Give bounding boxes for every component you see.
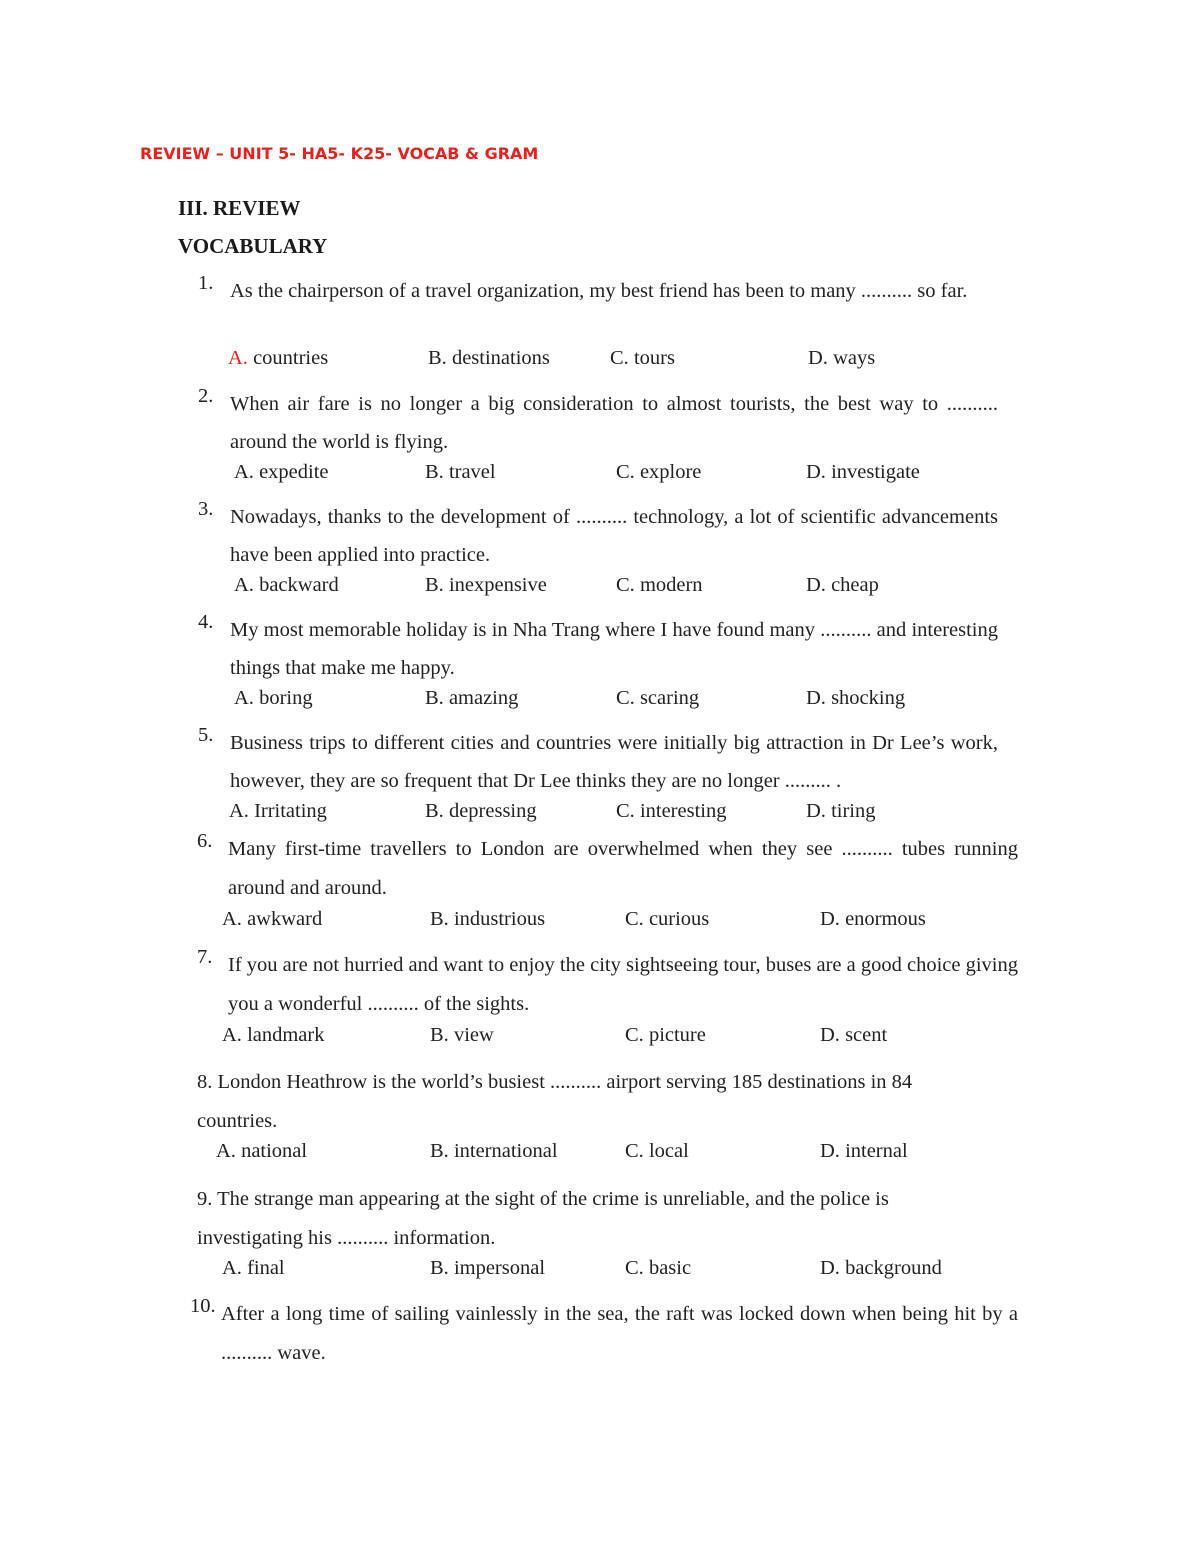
option-b xyxy=(430,1140,558,1163)
option-text: industrious xyxy=(448,908,546,930)
question-number: 6. xyxy=(197,830,213,852)
option-b xyxy=(425,687,518,710)
option-c xyxy=(616,800,726,823)
option-letter: A. xyxy=(234,574,254,596)
option-a xyxy=(222,1024,324,1047)
question-text xyxy=(197,1180,967,1258)
option-letter: C. xyxy=(610,347,629,369)
option-letter: B. xyxy=(425,574,444,596)
option-text: travel xyxy=(443,461,496,483)
option-text: national xyxy=(235,1140,308,1162)
option-a xyxy=(216,1140,307,1163)
option-text: modern xyxy=(634,574,703,596)
option-text: expedite xyxy=(253,461,329,483)
option-c xyxy=(625,1140,689,1163)
question-number: 3. xyxy=(198,498,214,520)
option-text: tours xyxy=(628,347,675,369)
option-a xyxy=(229,800,327,823)
option-letter: A. xyxy=(216,1140,236,1162)
question-text: When air fare is no longer a big consideration to almost tourists, the best way to .......... around the world is flying. xyxy=(230,393,998,453)
option-text: view xyxy=(448,1024,494,1046)
option-text: final xyxy=(241,1257,285,1279)
option-letter: C. xyxy=(625,908,644,930)
option-c xyxy=(625,1257,691,1280)
option-letter: C. xyxy=(616,800,635,822)
option-c xyxy=(616,687,699,710)
question-text: Business trips to different cities and countries were initially big attraction in Dr Lee’s work, however, they are so frequent that Dr Lee thinks they are no longer ......... . xyxy=(230,732,998,792)
option-letter: B. xyxy=(428,347,447,369)
question-number: 5. xyxy=(198,724,214,746)
option-text: awkward xyxy=(241,908,323,930)
option-text: ways xyxy=(827,347,876,369)
option-text: enormous xyxy=(839,908,926,930)
option-a xyxy=(222,1257,285,1280)
option-letter: D. xyxy=(820,1024,840,1046)
option-letter: D. xyxy=(806,800,826,822)
option-letter: D. xyxy=(808,347,828,369)
option-b xyxy=(430,1024,494,1047)
option-d xyxy=(808,347,875,370)
option-text: international xyxy=(448,1140,558,1162)
option-letter: C. xyxy=(625,1024,644,1046)
option-letter: B. xyxy=(430,908,449,930)
question-text xyxy=(197,1063,987,1141)
option-text: shocking xyxy=(825,687,906,709)
option-text: impersonal xyxy=(448,1257,546,1279)
option-text: Irritating xyxy=(248,800,327,822)
option-text: explore xyxy=(634,461,702,483)
option-letter: B. xyxy=(430,1257,449,1279)
question-number: 9. xyxy=(197,1188,213,1210)
option-c xyxy=(616,574,703,597)
question-number: 7. xyxy=(197,946,213,968)
option-text: local xyxy=(643,1140,689,1162)
option-c xyxy=(616,461,701,484)
question-body: The strange man appearing at the sight of the crime is unreliable, and the police is investigating his .......... information. xyxy=(197,1188,889,1249)
option-c xyxy=(625,1024,706,1047)
option-d xyxy=(820,908,926,931)
option-text: basic xyxy=(643,1257,692,1279)
option-a xyxy=(234,574,339,597)
question-text: If you are not hurried and want to enjoy the city sightseeing tour, buses are a good choice giving you a wonderful .......... of the sights. xyxy=(228,954,1018,1015)
option-letter: A. xyxy=(222,908,242,930)
document-title: REVIEW – UNIT 5- HA5- K25- VOCAB & GRAM xyxy=(140,144,539,163)
question-body: London Heathrow is the world’s busiest .......... airport serving 185 destinations in 84 countries. xyxy=(197,1071,913,1132)
option-text: curious xyxy=(643,908,710,930)
option-letter: A. xyxy=(234,687,254,709)
option-b xyxy=(425,574,547,597)
option-letter: D. xyxy=(820,908,840,930)
option-b xyxy=(430,1257,545,1280)
option-letter: C. xyxy=(616,461,635,483)
option-letter: D. xyxy=(806,574,826,596)
option-d xyxy=(806,461,920,484)
question-number: 2. xyxy=(198,385,214,407)
option-text: scaring xyxy=(634,687,700,709)
option-d xyxy=(820,1257,942,1280)
option-b xyxy=(428,347,550,370)
option-text: destinations xyxy=(446,347,550,369)
option-letter: C. xyxy=(616,687,635,709)
option-letter: A. xyxy=(229,800,249,822)
option-letter: D. xyxy=(806,461,826,483)
question-text: As the chairperson of a travel organization, my best friend has been to many .......... so far. xyxy=(230,280,968,302)
subsection-heading: VOCABULARY xyxy=(178,234,328,258)
option-letter: C. xyxy=(625,1140,644,1162)
option-a xyxy=(222,908,322,931)
option-a xyxy=(234,687,313,710)
option-text: picture xyxy=(643,1024,706,1046)
option-d xyxy=(806,687,905,710)
option-text: interesting xyxy=(634,800,727,822)
option-text: inexpensive xyxy=(443,574,547,596)
option-letter: B. xyxy=(425,800,444,822)
option-text: internal xyxy=(839,1140,908,1162)
option-letter: B. xyxy=(425,687,444,709)
option-letter: B. xyxy=(430,1024,449,1046)
question-text: Many first-time travellers to London are overwhelmed when they see .......... tubes running around and around. xyxy=(228,838,1018,899)
section-heading: III. REVIEW xyxy=(178,196,301,220)
option-letter: A. xyxy=(228,347,248,369)
option-letter: D. xyxy=(820,1140,840,1162)
option-text: landmark xyxy=(241,1024,325,1046)
question-number: 4. xyxy=(198,611,214,633)
option-b xyxy=(430,908,545,931)
option-letter: C. xyxy=(625,1257,644,1279)
question-number: 1. xyxy=(198,272,214,294)
option-text: backward xyxy=(253,574,339,596)
option-letter: A. xyxy=(222,1024,242,1046)
option-d xyxy=(806,800,875,823)
question-text: Nowadays, thanks to the development of .......... technology, a lot of scientific advancements have been applied into practice. xyxy=(230,506,998,566)
option-d xyxy=(806,574,879,597)
question-number: 8. xyxy=(197,1071,213,1093)
option-text: scent xyxy=(839,1024,888,1046)
question-text: After a long time of sailing vainlessly in the sea, the raft was locked down when being hit by a .......... wave. xyxy=(221,1303,1018,1364)
option-a xyxy=(228,347,328,370)
option-text: investigate xyxy=(825,461,920,483)
option-text: tiring xyxy=(825,800,876,822)
option-a xyxy=(234,461,329,484)
question-number: 10. xyxy=(190,1295,216,1317)
option-text: background xyxy=(839,1257,942,1279)
option-letter: A. xyxy=(234,461,254,483)
option-d xyxy=(820,1140,908,1163)
option-d xyxy=(820,1024,887,1047)
option-c xyxy=(625,908,709,931)
option-letter: D. xyxy=(806,687,826,709)
option-text: boring xyxy=(253,687,313,709)
option-text: depressing xyxy=(443,800,537,822)
option-letter: B. xyxy=(425,461,444,483)
option-letter: D. xyxy=(820,1257,840,1279)
option-b xyxy=(425,461,496,484)
option-letter: A. xyxy=(222,1257,242,1279)
question-text: My most memorable holiday is in Nha Trang where I have found many .......... and interesting things that make me happy. xyxy=(230,619,998,679)
option-c xyxy=(610,347,675,370)
option-text: cheap xyxy=(825,574,879,596)
option-b xyxy=(425,800,537,823)
option-text: amazing xyxy=(443,687,519,709)
option-letter: C. xyxy=(616,574,635,596)
option-letter: B. xyxy=(430,1140,449,1162)
option-text: countries xyxy=(247,347,329,369)
